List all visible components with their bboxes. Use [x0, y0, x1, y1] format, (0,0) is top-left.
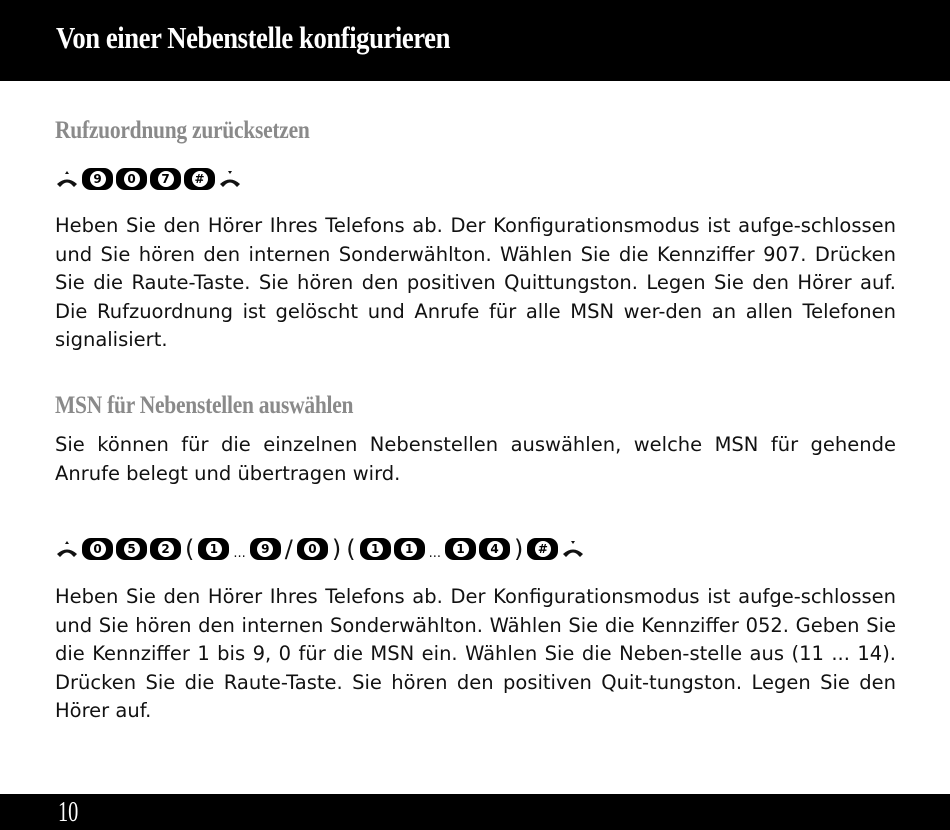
page-footer	[0, 794, 950, 830]
section-title-msn: MSN für Nebenstellen auswählen	[55, 392, 354, 419]
key-1: 1	[198, 538, 229, 560]
key-0: 0	[82, 538, 113, 560]
key-9: 9	[250, 538, 281, 560]
close-paren: )	[514, 535, 524, 563]
key-sequence-msn	[55, 534, 585, 564]
key-1: 1	[445, 538, 476, 560]
paragraph-msn-intro: Sie können für die einzelnen Nebenstellen auswählen, welche MSN für gehende Anrufe belegt und übertragen wird.	[55, 433, 896, 485]
phone-off-hook-icon	[55, 169, 79, 189]
close-paren: )	[331, 535, 342, 563]
slash-separator: /	[284, 535, 293, 563]
key-7: 7	[150, 168, 181, 190]
open-paren: (	[346, 535, 356, 563]
phone-off-hook-icon	[55, 539, 79, 559]
page-number: 10	[58, 796, 79, 828]
key-0: 0	[297, 538, 328, 560]
key-5: 5	[116, 538, 147, 560]
key-2: 2	[150, 538, 181, 560]
open-paren: (	[185, 535, 195, 563]
paragraph-reset: Heben Sie den Hörer Ihres Telefons ab. Der Konfigurationsmodus ist aufge-schlossen und Sie hören den internen Sonderwählton. Wählen Sie die Kennziffer 907. Drücken Sie die Raute-Taste. Sie hören den positiven Quittungston. Legen Sie den Hörer auf. Die Rufzuordnung ist gelöscht und Anrufe für alle MSN wer-den an allen Telefonen signalisiert.	[55, 214, 896, 351]
range-ellipsis: ...	[233, 545, 246, 561]
key-1: 1	[394, 538, 425, 560]
page-header	[0, 0, 950, 81]
range-ellipsis: ...	[428, 545, 442, 561]
phone-on-hook-icon	[218, 169, 242, 189]
key-hash: #	[527, 538, 558, 560]
key-sequence-reset	[55, 164, 242, 194]
phone-on-hook-icon	[561, 539, 585, 559]
key-hash: #	[184, 168, 215, 190]
key-1: 1	[360, 538, 391, 560]
section-title-reset: Rufzuordnung zurücksetzen	[55, 117, 310, 144]
page-title: Von einer Nebenstelle konfigurieren	[56, 20, 450, 55]
key-0: 0	[116, 168, 147, 190]
key-9: 9	[82, 168, 113, 190]
key-4: 4	[479, 538, 510, 560]
paragraph-msn-instructions: Heben Sie den Hörer Ihres Telefons ab. Der Konfigurationsmodus ist aufge-schlossen und Sie hören den internen Sonderwählton. Wählen Sie die Kennziffer 052. Geben Sie die Kennziffer 1 bis 9, 0 für die MSN ein. Wählen Sie die Neben-stelle aus (11 ... 14). Drücken Sie die Raute-Taste. Sie hören den positiven Quit-tungston. Legen Sie den Hörer auf.	[55, 585, 896, 722]
